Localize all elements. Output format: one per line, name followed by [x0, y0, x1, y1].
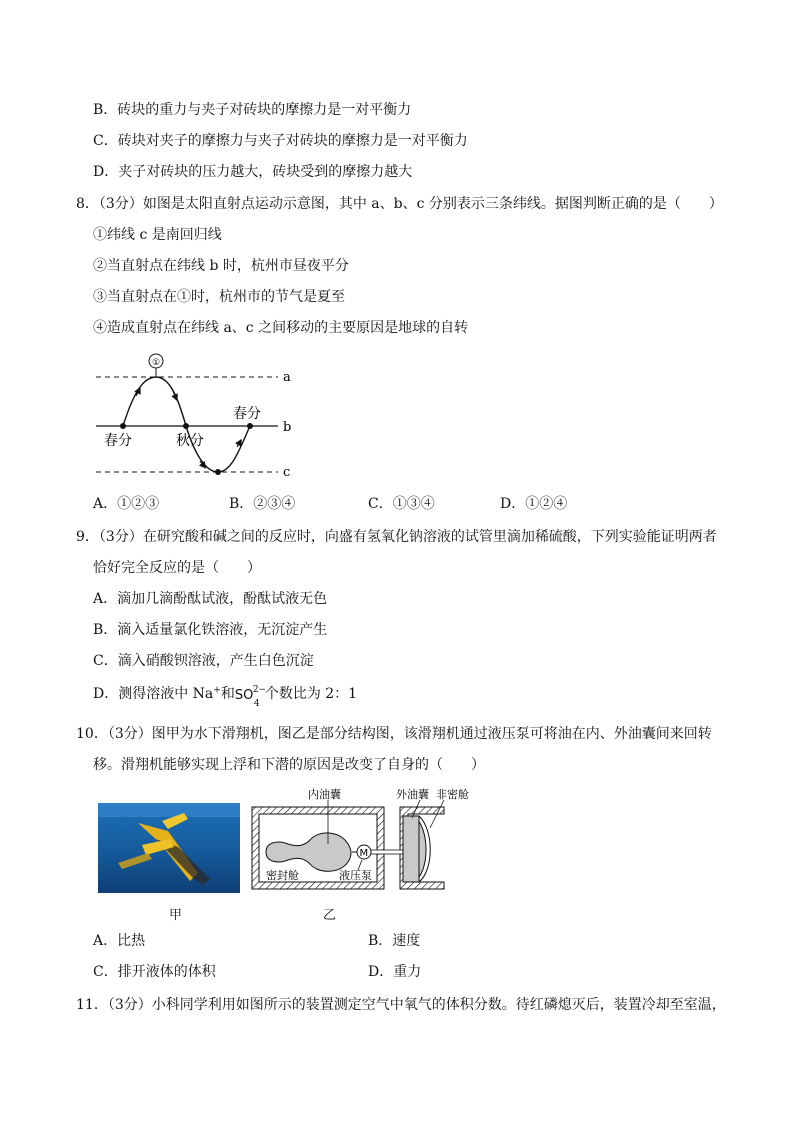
q9-option-c: C．滴入硝酸钡溶液，产生白色沉淀	[93, 653, 314, 669]
q8-statement-3: ③当直射点在①时，杭州市的节气是夏至	[93, 289, 345, 305]
outer-oil-bag-label: 外油囊	[396, 788, 429, 801]
q8-option-a: A．①②③	[93, 496, 160, 512]
q8-statement-2: ②当直射点在纬线 b 时，杭州市昼夜平分	[93, 258, 349, 274]
q8-statement-1: ①纬线 c 是南回归线	[93, 227, 222, 243]
q9-option-d-mid: 和	[220, 686, 235, 702]
q10-stem-line2: 移。滑翔机能够实现上浮和下潜的原因是改变了自身的（ ）	[93, 757, 485, 773]
sulfate-ion: SO 2− 4	[234, 685, 267, 709]
line-b-label: b	[283, 420, 292, 435]
q11-stem-line1: 11．（3分）小科同学利用如图所示的装置测定空气中氧气的体积分数。待红磷熄灭后，装置冷却至室温，	[76, 997, 726, 1013]
q8-option-c: C．①③④	[368, 496, 435, 512]
caption-a: 甲	[169, 908, 183, 923]
sun-direct-point-diagram	[90, 348, 300, 483]
glider-structure-diagram	[248, 786, 469, 896]
q10-option-b: B．速度	[368, 933, 421, 949]
underwater-glider-photo	[98, 803, 240, 893]
pump-label: 液压泵	[339, 869, 372, 882]
q8-stem: 8．（3分）如图是太阳直射点运动示意图，其中 a、b、c 分别表示三条纬线。据图判断正确的是（ ）	[76, 196, 723, 212]
non-sealed-cabin-label: 非密舱	[436, 788, 469, 801]
inner-oil-bag-label: 内油囊	[308, 788, 341, 801]
line-a-label: a	[283, 370, 291, 385]
q10-option-d: D．重力	[368, 964, 422, 980]
line-c-label: c	[283, 465, 291, 480]
point-spring-left	[120, 423, 126, 429]
label-spring-right: 春分	[233, 406, 261, 422]
q7-option-c: C．砖块对夹子的摩擦力与夹子对砖块的摩擦力是一对平衡力	[93, 133, 468, 149]
q9-option-d	[93, 684, 358, 709]
q8-option-d: D．①②④	[500, 496, 568, 512]
q7-option-d: D．夹子对砖块的压力越大，砖块受到的摩擦力越大	[93, 164, 413, 180]
peak-marker-label: ①	[152, 358, 161, 368]
sealed-cabin-label: 密封舱	[266, 869, 299, 882]
q10-option-c: C．排开液体的体积	[93, 964, 216, 980]
q9-stem-line2: 恰好完全反应的是（ ）	[93, 560, 261, 576]
label-autumn: 秋分	[176, 433, 204, 449]
q9-option-b: B．滴入适量氯化铁溶液，无沉淀产生	[93, 622, 328, 638]
q9-stem-line1: 9．（3分）在研究酸和碱之间的反应时，向盛有氢氧化钠溶液的试管里滴加稀硫酸，下列实验能证明两者	[76, 529, 717, 545]
sodium-ion-charge: +	[213, 685, 221, 696]
q8-statement-4: ④造成直射点在纬线 a、c 之间移动的主要原因是地球的自转	[93, 320, 469, 336]
point-spring-right	[247, 423, 253, 429]
q9-option-a: A．滴加几滴酚酞试液，酚酞试液无色	[93, 591, 328, 607]
q8-option-b: B．②③④	[229, 496, 296, 512]
label-spring-left: 春分	[104, 433, 132, 449]
q10-option-a: A．比热	[93, 933, 146, 949]
point-autumn	[183, 423, 189, 429]
caption-b: 乙	[323, 908, 337, 923]
q9-option-d-suffix: 个数比为 2：1	[264, 686, 358, 702]
q9-option-d-prefix: D．测得溶液中 Na	[93, 686, 214, 702]
q7-option-b: B．砖块的重力与夹子对砖块的摩擦力是一对平衡力	[93, 102, 412, 118]
q10-stem-line1: 10．（3分）图甲为水下滑翔机，图乙是部分结构图，该滑翔机通过液压泵可将油在内、外油囊间来回转	[76, 726, 712, 742]
point-c	[215, 469, 221, 475]
motor-label: M	[359, 848, 369, 859]
